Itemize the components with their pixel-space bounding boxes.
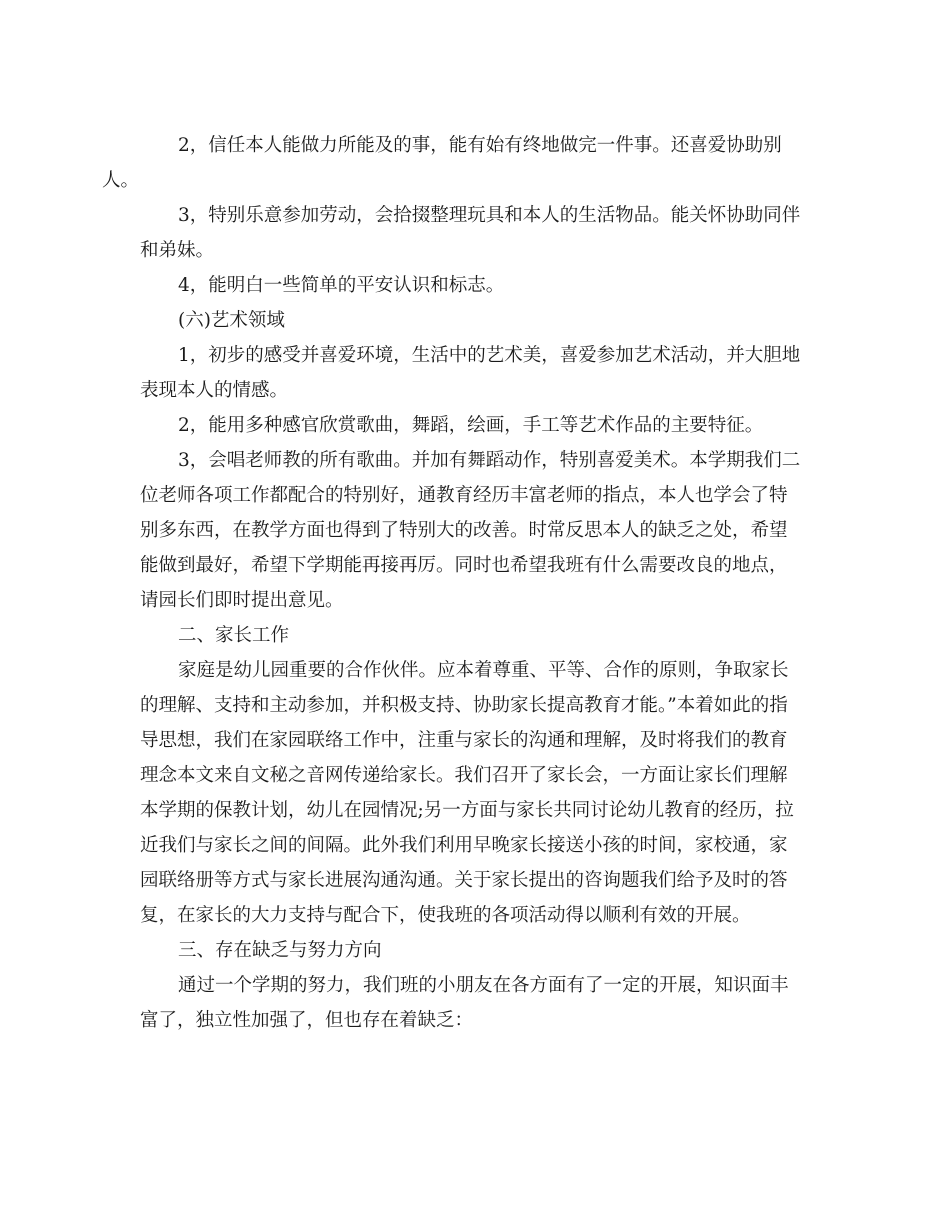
section-heading-art	[140, 303, 808, 338]
document-page	[102, 128, 808, 1038]
text-line: 别多东西，在教学方面也得到了特别大的改善。时常反思本人的缺乏之处，希望	[140, 520, 788, 541]
paragraph-shortcomings	[140, 968, 808, 1038]
text-line: 2，信任本人能做力所能及的事，能有始有终地做完一件事。还喜爱协助别	[178, 135, 782, 156]
paragraph-labor	[140, 198, 808, 268]
paragraph-parents	[140, 653, 808, 933]
text-line: 二、家长工作	[178, 625, 290, 646]
paragraph-art-senses	[140, 408, 808, 443]
text-line: 富了，独立性加强了，但也存在着缺乏：	[140, 1010, 474, 1031]
paragraph-safety	[140, 268, 808, 303]
text-line: 请园长们即时提出意见。	[140, 590, 344, 611]
text-line: 2，能用多种感官欣赏歌曲，舞蹈，绘画，手工等艺术作品的主要特征。	[178, 415, 764, 436]
text-line: 家庭是幼儿园重要的合作伙伴。应本着尊重、平等、合作的原则，争取家长	[178, 660, 789, 681]
text-line: 近我们与家长之间的间隔。此外我们利用早晚家长接送小孩的时间，家校通，家	[140, 835, 788, 856]
text-line: 的理解、支持和主动参加，并积极支持、协助家长提高教育才能。”本着如此的指	[140, 695, 788, 716]
text-line: 和弟妹。	[140, 240, 215, 261]
text-line: 表现本人的情感。	[140, 380, 289, 401]
text-line: 通过一个学期的努力，我们班的小朋友在各方面有了一定的开展，知识面丰	[178, 975, 789, 996]
section-heading-shortcomings	[140, 933, 808, 968]
text-line: 3，特别乐意参加劳动，会拾掇整理玩具和本人的生活物品。能关怀协助同伴	[178, 205, 801, 226]
text-line: 4，能明白一些简单的平安认识和标志。	[178, 275, 505, 296]
paragraph-art-songs	[140, 443, 808, 618]
text-line: 1，初步的感受并喜爱环境，生活中的艺术美，喜爱参加艺术活动，并大胆地	[178, 345, 801, 366]
text-line: 能做到最好，希望下学期能再接再厉。同时也希望我班有什么需要改良的地点，	[140, 555, 788, 576]
text-line: 三、存在缺乏与努力方向	[178, 940, 382, 961]
text-line: 园联络册等方式与家长进展沟通沟通。关于家长提出的咨询题我们给予及时的答	[140, 870, 788, 891]
paragraph-art-feel	[140, 338, 808, 408]
text-line: 3，会唱老师教的所有歌曲。并加有舞蹈动作，特别喜爱美术。本学期我们二	[178, 450, 801, 471]
text-line: 理念本文来自文秘之音网传递给家长。我们召开了家长会，一方面让家长们理解	[140, 765, 788, 786]
text-line: 位老师各项工作都配合的特别好，通教育经历丰富老师的指点，本人也学会了特	[140, 485, 788, 506]
text-line: 本学期的保教计划，幼儿在园情况;另一方面与家长共同讨论幼儿教育的经历，拉	[140, 800, 794, 821]
text-line: 复，在家长的大力支持与配合下，使我班的各项活动得以顺利有效的开展。	[140, 905, 751, 926]
section-heading-parents	[140, 618, 808, 653]
text-line: 人。	[102, 170, 140, 191]
paragraph-trust	[102, 128, 808, 198]
text-line: (六)艺术领域	[178, 310, 285, 331]
text-line: 导思想，我们在家园联络工作中，注重与家长的沟通和理解，及时将我们的教育	[140, 730, 788, 751]
